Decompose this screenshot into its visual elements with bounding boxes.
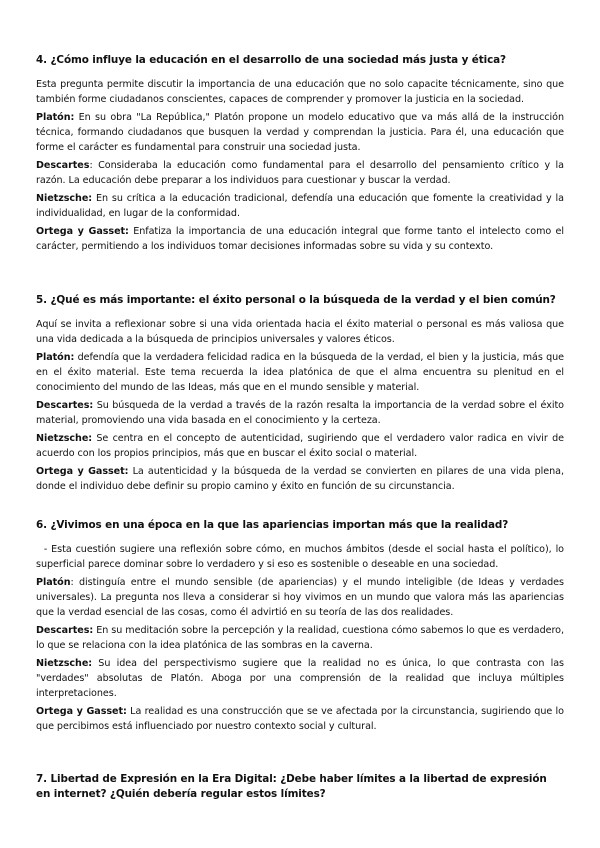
- section-4-title: 4. ¿Cómo influye la educación en el desarrollo de una sociedad más justa y ética?: [36, 54, 506, 66]
- section-5: [36, 293, 564, 494]
- section-5-entry-ortega: Ortega y Gasset: La autenticidad y la búsqueda de la verdad se convierten en pilares de una vida plena, donde el individuo debe definir su propio camino y éxito en función de su circunstancia.: [36, 466, 564, 492]
- section-6-title: 6. ¿Vivimos en una época en la que las apariencias importan más que la realidad?: [36, 519, 509, 531]
- section-5-title: 5. ¿Qué es más importante: el éxito personal o la búsqueda de la verdad y el bien común?: [36, 294, 556, 306]
- section-7-title: 7. Libertad de Expresión en la Era Digital: ¿Debe haber límites a la libertad de expresión en internet? ¿Quién debería regular estos límites?: [36, 773, 547, 800]
- section-7: [36, 772, 564, 802]
- section-6-intro: - Esta cuestión sugiere una reflexión sobre cómo, en muchos ámbitos (desde el social hasta el político), lo superficial parece dominar sobre lo verdadero y si eso es sostenible o deseable en una sociedad.: [36, 544, 567, 570]
- section-5-entry-plato: Platón: defendía que la verdadera felicidad radica en la búsqueda de la verdad, el bien y la justicia, más que en el éxito material. Este tema recuerda la idea platónica de que el alma encuentra su plenitud en el conocimiento del mundo de las Ideas, más que en el mundo sensible y material.: [36, 352, 564, 393]
- section-4-entry-ortega: Ortega y Gasset: Enfatiza la importancia de una educación integral que forme tanto el intelecto como el carácter, permitiendo a los individuos tomar decisiones informadas sobre su vida y su contexto.: [36, 226, 565, 252]
- section-6-entry-nietzsche: Nietzsche: Su idea del perspectivismo sugiere que la realidad no es única, lo que contrasta con las "verdades" absolutas de Platón. Aboga por una comprensión de la realidad que incluya múltiples interpretaciones.: [36, 658, 564, 699]
- section-5-intro: Aquí se invita a reflexionar sobre si una vida orientada hacia el éxito material o personal es más valiosa que una vida dedicada a la búsqueda de principios universales y valores éticos.: [36, 319, 564, 345]
- section-5-entry-nietzsche: Nietzsche: Se centra en el concepto de autenticidad, sugiriendo que el verdadero valor radica en vivir de acuerdo con los propios principios, más que en buscar el éxito social o material.: [36, 433, 564, 459]
- section-4-intro: Esta pregunta permite discutir la importancia de una educación que no solo capacite técnicamente, sino que también forme ciudadanos conscientes, capaces de comprender y promover la justicia en la sociedad.: [36, 79, 564, 105]
- section-4-entry-nietzsche: Nietzsche: En su crítica a la educación tradicional, defendía una educación que fomente la creatividad y la individualidad, en lugar de la conformidad.: [36, 193, 564, 219]
- section-4: [36, 53, 564, 254]
- section-6-entry-plato: Platón: distinguía entre el mundo sensible (de apariencias) y el mundo inteligible (de Ideas y verdades universales). La pregunta nos lleva a considerar si hoy vivimos en un mundo que valora más las apariencias que la verdad esencial de las cosas, como él advirtió en su teoría de las dos realidades.: [36, 577, 564, 618]
- section-6-entry-descartes: Descartes: En su meditación sobre la percepción y la realidad, cuestiona cómo sabemos lo que es verdadero, lo que se relaciona con la idea platónica de las sombras en la caverna.: [36, 625, 564, 651]
- section-4-entry-descartes: Descartes: Consideraba la educación como fundamental para el desarrollo del pensamiento crítico y la razón. La educación debe preparar a los individuos para cuestionar y buscar la verdad.: [36, 160, 564, 186]
- section-6-entry-ortega: Ortega y Gasset: La realidad es una construcción que se ve afectada por la circunstancia, sugiriendo que lo que percibimos está influenciado por nuestro contexto social y cultural.: [36, 706, 564, 732]
- section-6: [36, 518, 567, 734]
- section-5-entry-descartes: Descartes: Su búsqueda de la verdad a través de la razón resalta la importancia de la verdad sobre el éxito material, promoviendo una vida basada en el conocimiento y la certeza.: [36, 400, 564, 426]
- section-4-entry-plato: Platón: En su obra "La República," Platón propone un modelo educativo que va más allá de la instrucción técnica, formando ciudadanos que busquen la verdad y comprendan la justicia. Para él, una educación que forme el carácter es fundamental para construir una sociedad justa.: [36, 112, 564, 153]
